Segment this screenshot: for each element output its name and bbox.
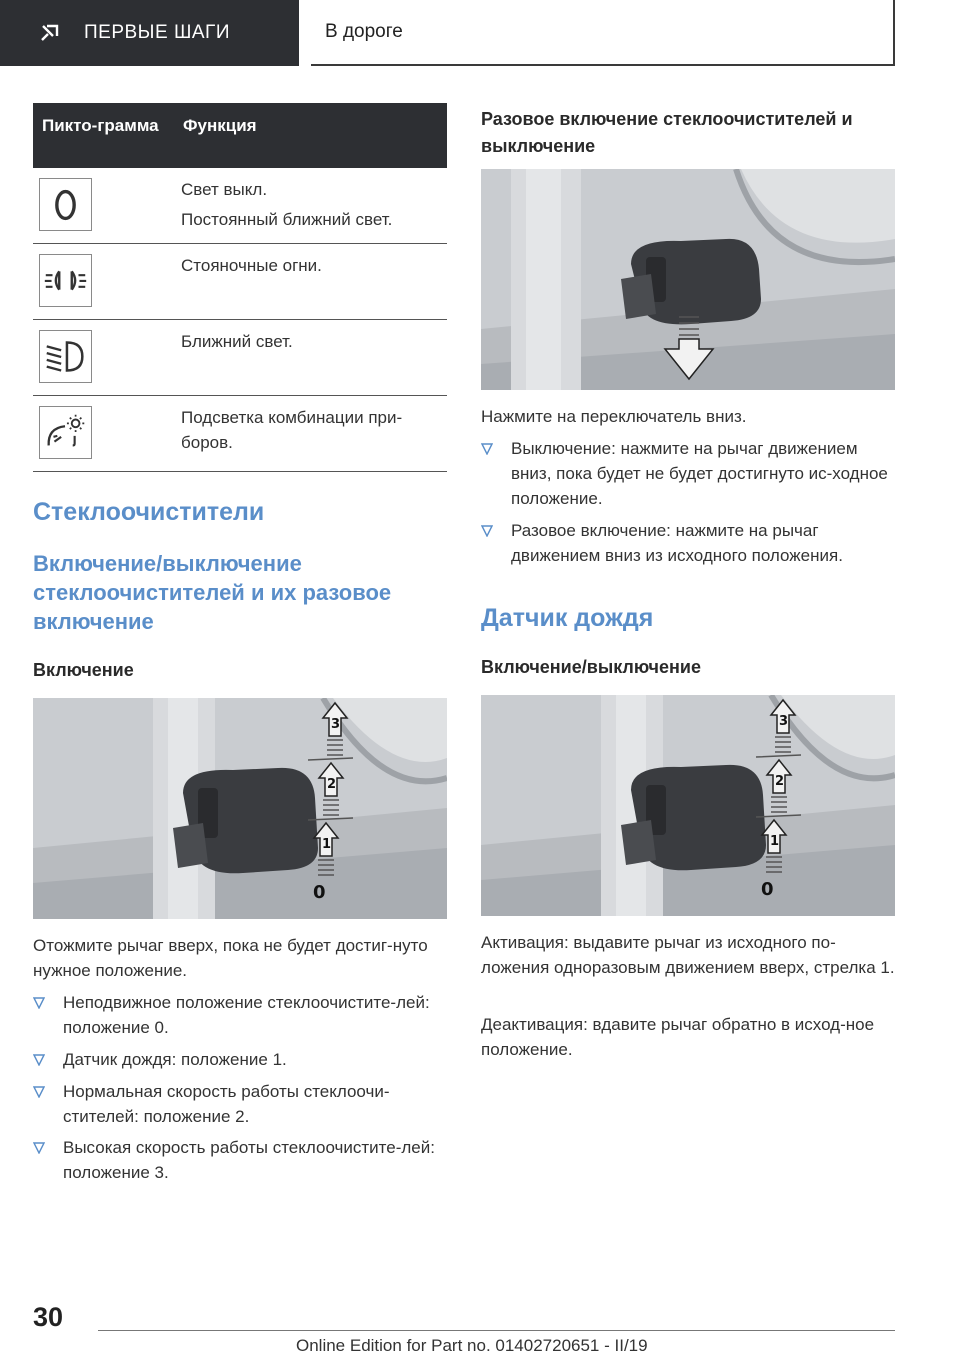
callout-label: 3 [331, 717, 341, 732]
triangle-bullet-icon [33, 1054, 45, 1066]
table-cell-function: Постоянный ближний свет. [181, 210, 393, 229]
callout-label: 2 [775, 774, 785, 789]
section-heading-rain-sensor: Датчик дождя [481, 604, 654, 632]
wiper-lever-up-photo [33, 698, 447, 919]
table-header-function: Функция [183, 116, 257, 135]
callout-label: 0 [761, 879, 774, 900]
triangle-bullet-icon [33, 997, 45, 1009]
list-item-text: Нормальная скорость работы стеклоочи-стителей: положение 2. [63, 1082, 390, 1126]
pictogram-table [33, 103, 447, 472]
callout-label: 1 [322, 837, 332, 852]
flag-icon [40, 22, 62, 44]
section-title: ПЕРВЫЕ ШАГИ [84, 22, 230, 43]
callout-label: 3 [779, 714, 789, 729]
table-header-pictogram: Пикто-грамма [42, 116, 159, 135]
list-item-text: Разовое включение: нажмите на рычаг движением вниз из исходного положения. [511, 521, 843, 565]
label-rain-sensor-onoff: Включение/выключение [481, 657, 701, 677]
label-switching-on: Включение [33, 660, 134, 680]
table-row [33, 244, 447, 320]
page-number: 30 [33, 1302, 64, 1332]
instrument-lighting-icon [39, 406, 92, 459]
rain-sensor-lever-photo [481, 695, 895, 916]
triangle-bullet-icon [33, 1086, 45, 1098]
table-cell-function: Ближний свет. [181, 332, 293, 351]
footer-divider [98, 1330, 895, 1331]
table-cell-function: Свет выкл. [181, 180, 268, 199]
triangle-bullet-icon [481, 525, 493, 537]
table-row [33, 396, 447, 472]
wiper-lever-down-photo [481, 169, 895, 390]
activation-text: Активация: выдавите рычаг из исходного по-ложения одноразовым движением вверх, стрелка 1. [481, 933, 895, 977]
parking-lights-icon [39, 254, 92, 307]
callout-label: 2 [327, 777, 337, 792]
table-row [33, 168, 447, 244]
footer-edition: Online Edition for Part no. 01402720651 - II/19 [296, 1336, 648, 1355]
triangle-bullet-icon [481, 443, 493, 455]
heading-single-wipe: Разовое включение стеклоочистителей и выключение [481, 109, 853, 156]
callout-label: 1 [770, 834, 780, 849]
chapter-title: В дороге [325, 21, 403, 42]
section-heading-wipers: Стеклоочистители [33, 498, 265, 526]
subsection-heading-wipers-onoff: Включение/выключение стеклоочистителей и их разовое включение [33, 551, 392, 634]
list-item-text: Датчик дождя: положение 1. [63, 1050, 287, 1069]
deactivation-text: Деактивация: вдавите рычаг обратно в исход-ное положение. [481, 1015, 875, 1059]
callout-label: 0 [313, 882, 326, 903]
table-header [33, 103, 447, 168]
low-beam-icon [39, 330, 92, 383]
list-item-text: Выключение: нажмите на рычаг движением вниз, пока будет не будет достигнуто ис-ходное положение. [511, 439, 888, 508]
caption-press-down: Нажмите на переключатель вниз. [481, 407, 747, 426]
table-cell-function: Подсветка комбинации при-боров. [181, 408, 403, 452]
zero-position-icon [39, 178, 92, 231]
header-section-tab [0, 0, 299, 66]
list-item-text: Высокая скорость работы стеклоочистите-лей: положение 3. [63, 1138, 435, 1182]
table-row [33, 320, 447, 396]
list-item-text: Неподвижное положение стеклоочистите-лей: положение 0. [63, 993, 430, 1037]
caption-push-lever-up: Отожмите рычаг вверх, пока не будет достиг-нуто нужное положение. [33, 936, 428, 980]
triangle-bullet-icon [33, 1142, 45, 1154]
table-cell-function: Стояночные огни. [181, 256, 322, 275]
header-chapter-tab [311, 0, 895, 66]
